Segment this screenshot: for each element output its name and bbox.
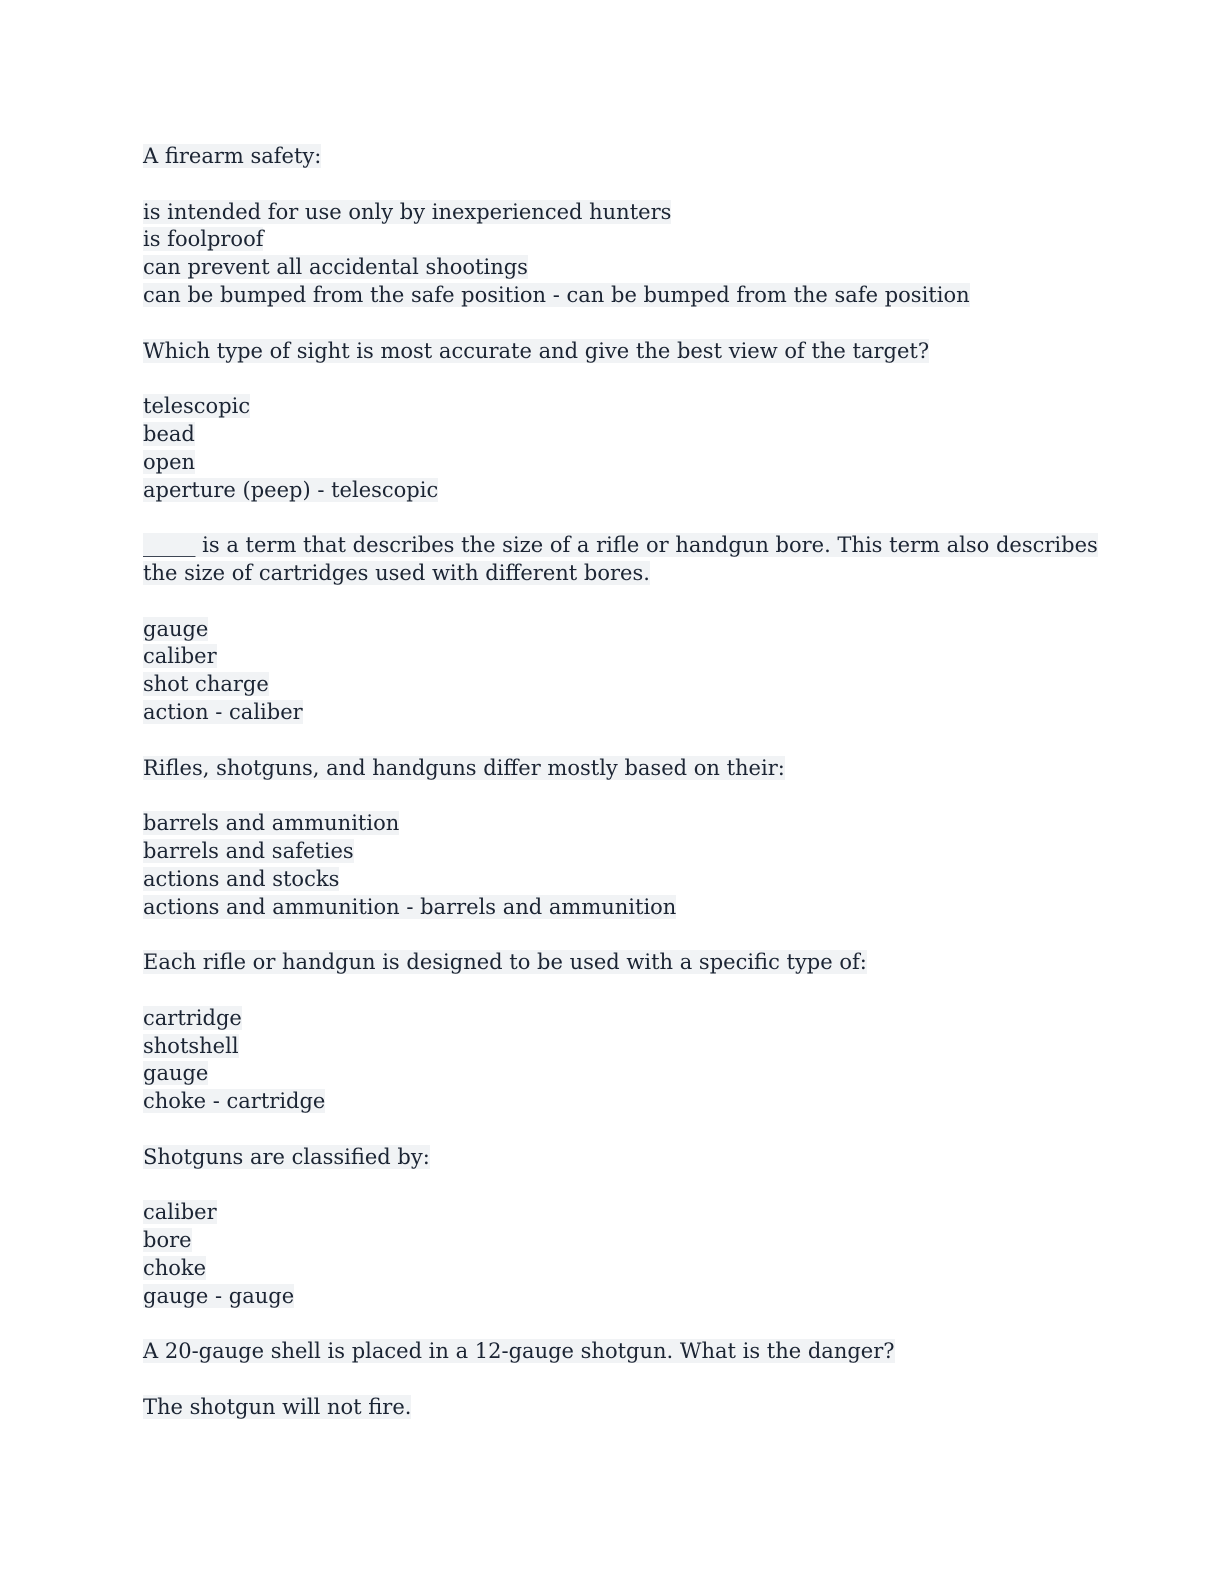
question-text: Shotguns are classified by: xyxy=(143,1144,430,1169)
answer-option: barrels and safeties xyxy=(143,838,354,863)
answer-option: telescopic xyxy=(143,394,251,419)
answer-option: can be bumped from the safe position - can be bumped from the safe position xyxy=(143,282,970,307)
question-text: _____ is a term that describes the size of a rifle or handgun bore. This term also describes the size of cartridges used with different bores. xyxy=(143,533,1098,585)
answer-option: action - caliber xyxy=(143,699,303,724)
answer-options xyxy=(143,810,1103,921)
answer-option: gauge xyxy=(143,1061,209,1086)
answer-option: caliber xyxy=(143,644,217,669)
answer-options xyxy=(143,1394,1103,1422)
answer-option: barrels and ammunition xyxy=(143,811,400,836)
answer-option: shot charge xyxy=(143,672,269,697)
answer-options xyxy=(143,393,1103,504)
question-text: A 20-gauge shell is placed in a 12-gauge shotgun. What is the danger? xyxy=(143,1339,895,1364)
answer-option: actions and ammunition - barrels and ammunition xyxy=(143,894,677,919)
question-prompt xyxy=(143,949,1103,977)
answer-option: can prevent all accidental shootings xyxy=(143,255,528,280)
question-prompt xyxy=(143,338,1103,366)
answer-option: aperture (peep) - telescopic xyxy=(143,477,439,502)
answer-option: gauge - gauge xyxy=(143,1283,295,1308)
answer-option: The shotgun will not fire. xyxy=(143,1394,412,1419)
answer-options xyxy=(143,1005,1103,1116)
question-text: Rifles, shotguns, and handguns differ mostly based on their: xyxy=(143,755,785,780)
answer-option: is foolproof xyxy=(143,227,264,252)
document-page xyxy=(143,143,1103,1449)
answer-options xyxy=(143,616,1103,727)
question-prompt xyxy=(143,143,1103,171)
question-prompt xyxy=(143,1338,1103,1366)
answer-option: is intended for use only by inexperienced hunters xyxy=(143,199,672,224)
answer-option: choke - cartridge xyxy=(143,1089,326,1114)
answer-option: caliber xyxy=(143,1200,217,1225)
answer-options xyxy=(143,1199,1103,1310)
answer-option: shotshell xyxy=(143,1033,239,1058)
answer-option: gauge xyxy=(143,616,209,641)
answer-options xyxy=(143,199,1103,310)
question-text: Which type of sight is most accurate and give the best view of the target? xyxy=(143,338,930,363)
answer-option: bore xyxy=(143,1228,192,1253)
answer-option: actions and stocks xyxy=(143,866,340,891)
answer-option: cartridge xyxy=(143,1005,242,1030)
question-prompt xyxy=(143,1144,1103,1172)
question-prompt xyxy=(143,755,1103,783)
question-text: Each rifle or handgun is designed to be used with a specific type of: xyxy=(143,950,867,975)
answer-option: open xyxy=(143,449,196,474)
question-text: A firearm safety: xyxy=(143,144,322,168)
question-prompt xyxy=(143,532,1103,588)
answer-option: choke xyxy=(143,1255,207,1280)
answer-option: bead xyxy=(143,421,195,446)
